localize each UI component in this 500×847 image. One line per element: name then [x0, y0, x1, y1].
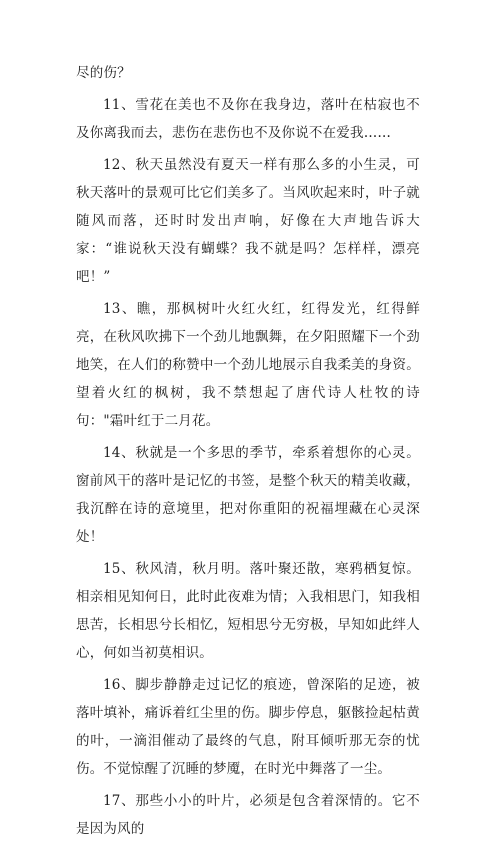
paragraph-17: 17、那些小小的叶片，必须是包含着深情的。它不是因为风的: [76, 793, 420, 837]
paragraph-11: 11、雪花在美也不及你在我身边，落叶在枯寂也不及你离我而去，悲伤在悲伤也不及你说不在爱我……: [76, 97, 420, 141]
paragraph-15: 15、秋风清，秋月明。落叶聚还散，寒鸦栖复惊。相亲相见知何日，此时此夜难为情；入我相思门，知我相思苦，长相思兮长相忆，短相思兮无穷极，早知如此绊人心，何如当初莫相识。: [76, 561, 420, 661]
paragraph-14: 14、秋就是一个多思的季节，牵系着想你的心灵。窗前风干的落叶是记忆的书签，是整个秋天的精美收藏，我沉醉在诗的意境里，把对你重阳的祝福埋藏在心灵深处！: [76, 445, 420, 545]
paragraph-13: 13、瞧，那枫树叶火红火红，红得发光，红得鲜亮，在秋风吹拂下一个劲儿地飘舞，在夕阳照耀下一个劲地笑，在人们的称赞中一个劲儿地展示自我柔美的身资。望着火红的枫树，我不禁想起了唐代诗人杜牧的诗句："霜叶红于二月花。: [76, 301, 420, 429]
article-body: [76, 59, 420, 847]
paragraph-12: 12、秋天虽然没有夏天一样有那么多的小生灵，可秋天落叶的景观可比它们美多了。当风吹起来时，叶子就随风而落，还时时发出声响，好像在大声地告诉大家：“谁说秋天没有蝴蝶？我不就是吗？怎样样，漂亮吧！”: [76, 157, 420, 285]
paragraph-10-tail: 尽的伤？: [76, 65, 131, 81]
paragraph-16: 16、脚步静静走过记忆的痕迹，曾深陷的足迹，被落叶填补，痛诉着红尘里的伤。脚步停息，躯骸捡起枯黄的叶，一滴泪催动了最终的气息，附耳倾听那无奈的忧伤。不觉惊醒了沉睡的梦魇，在时光中舞落了一尘。: [76, 677, 420, 777]
